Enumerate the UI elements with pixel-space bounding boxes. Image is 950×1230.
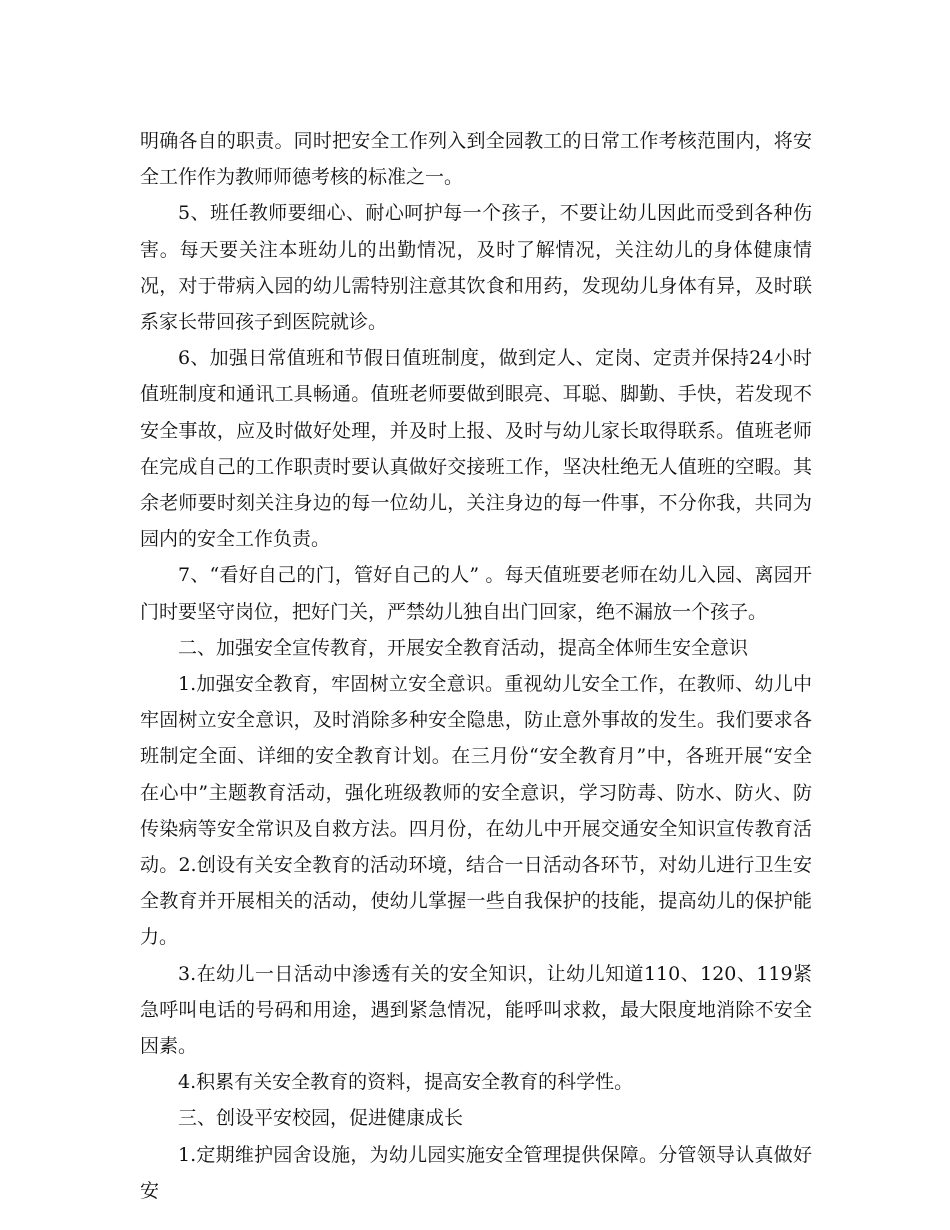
paragraph-continuation: 明确各自的职责。同时把安全工作列入到全园教工的日常工作考核范围内，将安全工作作为教师师德考核的标准之一。 [140, 130, 812, 189]
section-heading-3: 三、创设平安校园，促进健康成长 [178, 1107, 464, 1130]
paragraph-section2-item-1: 1.加强安全教育，牢固树立安全意识。重视幼儿安全工作，在教师、幼儿中牢固树立安全意识，及时消除多种安全隐患，防止意外事故的发生。我们要求各班制定全面、详细的安全教育计划。在三月份“安全教育月”中，各班开展“安全在心中”主题教育活动，强化班级教师的安全意识，学习防毒、防水、防火、防传染病等安全常识及自救方法。四月份，在幼儿中开展交通安全知识宣传教育活动。2.创设有关安全教育的活动环境，结合一日活动各环节，对幼儿进行卫生安全教育并开展相关的活动，使幼儿掌握一些自我保护的技能，提高幼儿的保护能力。 [140, 673, 812, 949]
paragraph-section2-item-3: 3.在幼儿一日活动中渗透有关的安全知识，让幼儿知道110、120、119紧急呼叫电话的号码和用途，遇到紧急情况，能呼叫求救，最大限度地消除不安全因素。 [140, 962, 812, 1058]
section-heading-2: 二、加强安全宣传教育，开展安全教育活动，提高全体师生安全意识 [178, 636, 749, 659]
paragraph-item-5: 5、班任教师要细心、耐心呵护每一个孩子，不要让幼儿因此而受到各种伤害。每天要关注本班幼儿的出勤情况，及时了解情况，关注幼儿的身体健康情况，对于带病入园的幼儿需特别注意其饮食和用药，发现幼儿身体有异，及时联系家长带回孩子到医院就诊。 [140, 202, 812, 334]
paragraph-section3-item-1: 1.定期维护园舍设施，为幼儿园实施安全管理提供保障。分管领导认真做好安 [140, 1143, 812, 1202]
paragraph-section2-item-4: 4.积累有关安全教育的资料，提高安全教育的科学性。 [178, 1071, 634, 1094]
document-body [140, 123, 812, 1209]
paragraph-item-7: 7、“看好自己的门，管好自己的人” 。每天值班要老师在幼儿入园、离园开门时要坚守岗位，把好门关，严禁幼儿独自出门回家，绝不漏放一个孩子。 [140, 564, 812, 623]
paragraph-item-6: 6、加强日常值班和节假日值班制度，做到定人、定岗、定责并保持24小时值班制度和通讯工具畅通。值班老师要做到眼亮、耳聪、脚勤、手快，若发现不安全事故，应及时做好处理，并及时上报、及时与幼儿家长取得联系。值班老师在完成自己的工作职责时要认真做好交接班工作，坚决杜绝无人值班的空暇。其余老师要时刻关注身边的每一位幼儿，关注身边的每一件事，不分你我，共同为园内的安全工作负责。 [140, 347, 812, 551]
